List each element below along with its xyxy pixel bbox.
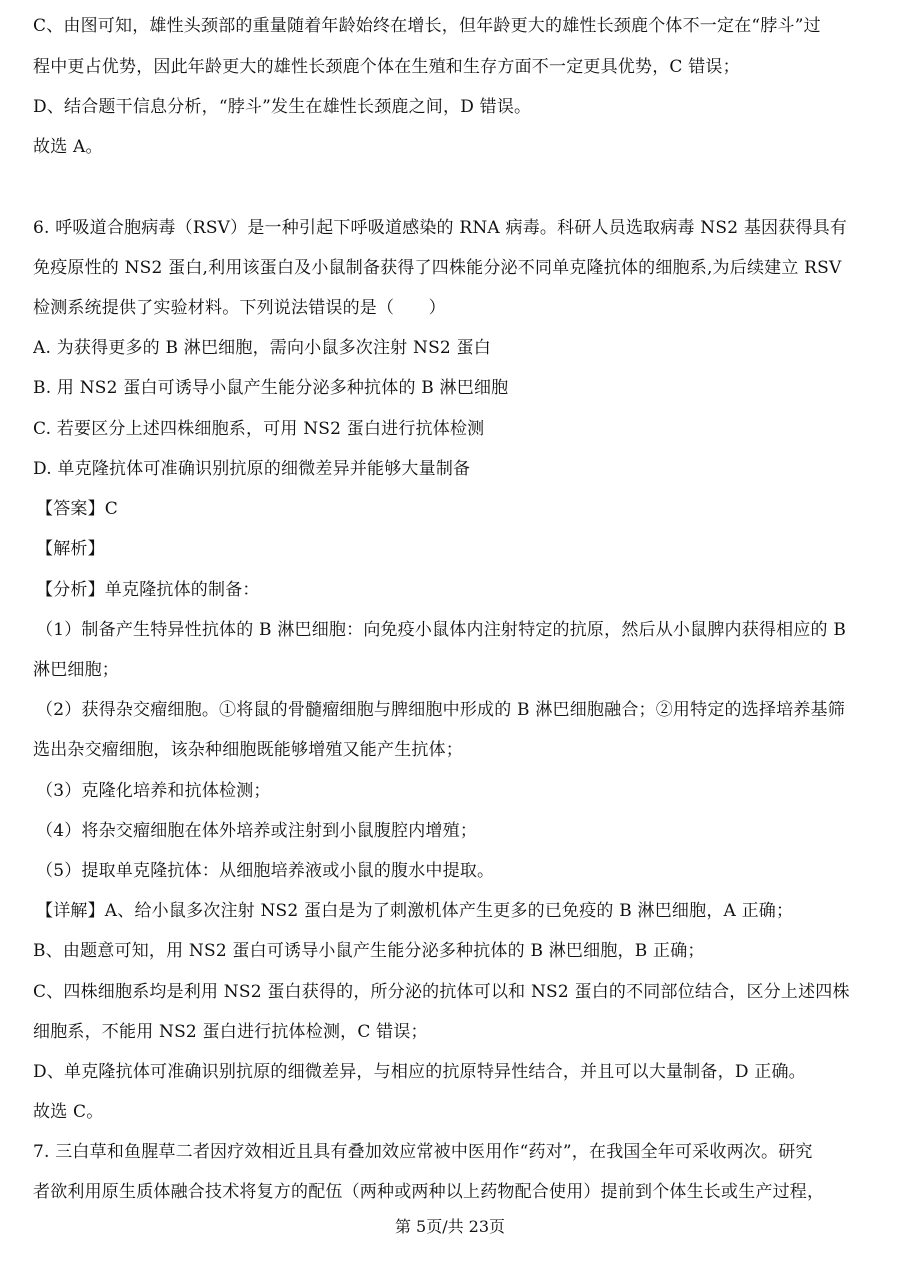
question-6-step-5: （5）提取单克隆抗体：从细胞培养液或小鼠的腹水中提取。 [36,861,495,881]
question-6-option-b: B. 用 NS2 蛋白可诱导小鼠产生能分泌多种抗体的 B 淋巴细胞 [33,378,509,398]
question-6-step-3: （3）克隆化培养和抗体检测； [36,781,271,801]
question-6-step-2-line-1: （2）获得杂交瘤细胞。①将鼠的骨髓瘤细胞与脾细胞中形成的 B 淋巴细胞融合；②用特定的选择培养基筛 [36,700,845,720]
question-6-detail-a: 【详解】A、给小鼠多次注射 NS2 蛋白是为了刺激机体产生更多的已免疫的 B 淋巴细胞，A 正确； [36,901,794,921]
question-7-stem-1: 7. 三白草和鱼腥草二者因疗效相近且具有叠加效应常被中医用作“药对”，在我国全年可采收两次。研究 [33,1142,813,1162]
prev-choose-line: 故选 A。 [33,137,103,157]
question-6-option-a: A. 为获得更多的 B 淋巴细胞，需向小鼠多次注射 NS2 蛋白 [33,338,491,358]
question-6-detail-b: B、由题意可知，用 NS2 蛋白可诱导小鼠产生能分泌多种抗体的 B 淋巴细胞，B 正确； [33,941,705,961]
question-6-stem-1: 6. 呼吸道合胞病毒（RSV）是一种引起下呼吸道感染的 RNA 病毒。科研人员选取病毒 NS2 基因获得具有 [33,218,848,238]
question-6-step-1-line-2: 淋巴细胞； [33,660,119,680]
question-6-detail-c-line-2: 细胞系，不能用 NS2 蛋白进行抗体检测，C 错误； [33,1022,428,1042]
question-6-fenxi-heading: 【分析】单克隆抗体的制备： [36,580,260,600]
question-6-detail-c-line-1: C、四株细胞系均是利用 NS2 蛋白获得的，所分泌的抗体可以和 NS2 蛋白的不同部位结合，区分上述四株 [33,982,850,1002]
question-6-choose: 故选 C。 [33,1102,104,1122]
question-6-analysis-heading: 【解析】 [36,539,105,559]
question-6-stem-2: 免疫原性的 NS2 蛋白,利用该蛋白及小鼠制备获得了四株能分泌不同单克隆抗体的细胞系,为后续建立 RSV [33,258,842,278]
question-6-option-d: D. 单克隆抗体可准确识别抗原的细微差异并能够大量制备 [33,459,471,479]
prev-option-c-line-1: C、由图可知，雄性头颈部的重量随着年龄始终在增长，但年龄更大的雄性长颈鹿个体不一定在“脖斗”过 [33,16,821,36]
question-6-stem-3: 检测系统提供了实验材料。下列说法错误的是（ ） [33,298,446,318]
prev-option-d-line: D、结合题干信息分析，“脖斗”发生在雄性长颈鹿之间，D 错误。 [33,97,532,117]
question-6-detail-d: D、单克隆抗体可准确识别抗原的细微差异，与相应的抗原特异性结合，并且可以大量制备，D 正确。 [33,1062,806,1082]
page-footer: 第 5页/共 23页 [394,1217,506,1236]
question-6-step-2-line-2: 选出杂交瘤细胞，该杂种细胞既能够增殖又能产生抗体； [33,740,463,760]
question-6-step-1-line-1: （1）制备产生特异性抗体的 B 淋巴细胞：向免疫小鼠体内注射特定的抗原，然后从小鼠脾内获得相应的 B [36,620,847,640]
question-6-step-4: （4）将杂交瘤细胞在体外培养或注射到小鼠腹腔内增殖； [36,821,478,841]
question-6-option-c: C. 若要区分上述四株细胞系，可用 NS2 蛋白进行抗体检测 [33,419,485,439]
prev-option-c-line-2: 程中更占优势，因此年龄更大的雄性长颈鹿个体在生殖和生存方面不一定更具优势，C 错误； [33,57,740,77]
question-7-stem-2: 者欲利用原生质体融合技术将复方的配伍（两种或两种以上药物配合使用）提前到个体生长或生产过程， [33,1182,825,1202]
question-6-answer: 【答案】C [36,499,119,519]
